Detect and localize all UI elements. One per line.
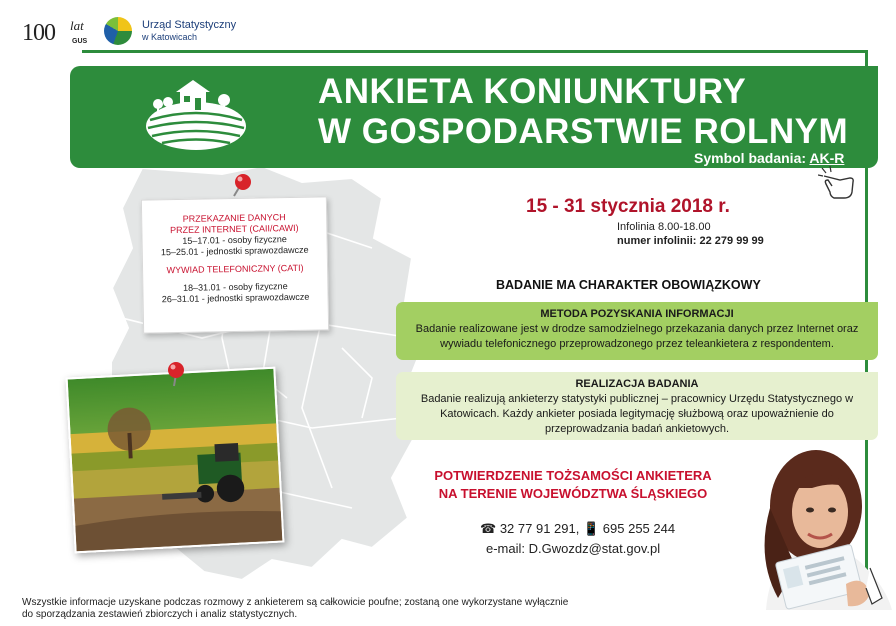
pushpin-icon (160, 360, 188, 390)
realization-box-text: Badanie realizują ankieterzy statystyki publicznej – pracownicy Urzędu Statystycznego w Katowicach. Każdy ankieter posiada legitymację służbową oraz upoważnienie do przeprowadzania badań ankietowych. (420, 393, 854, 435)
banner-title-line2: W GOSPODARSTWIE ROLNYM (318, 112, 849, 151)
identity-confirmation-line2: NA TERENIE WOJEWÓDZTWA ŚLĄSKIEGO (438, 486, 708, 501)
phone-line-1: 18–31.01 - osoby fizyczne (183, 281, 288, 293)
phone-line-2: 26–31.01 - jednostki sprawozdawcze (161, 291, 310, 305)
office-name (142, 19, 236, 43)
realization-box (396, 372, 878, 440)
centenary-logo (22, 14, 94, 48)
internet-heading-2: PRZEZ INTERNET (CAII/CAWI) (170, 222, 299, 236)
pushpin-icon (226, 172, 254, 202)
schedule-card (141, 196, 329, 333)
interviewer-photo (736, 448, 896, 610)
phone-number-landline[interactable]: 32 77 91 291, (499, 521, 580, 536)
office-emblem-icon (104, 17, 132, 45)
method-box-title: METODA POZYSKANIA INFORMACJI (540, 308, 734, 320)
contact-email (486, 541, 660, 556)
survey-symbol-label: Symbol badania: (694, 150, 807, 166)
centenary-script: lat (70, 18, 84, 33)
method-box (396, 302, 878, 360)
realization-box-title: REALIZACJA BADANIA (575, 378, 699, 390)
privacy-footer (22, 597, 568, 621)
centenary-gus: GUS (72, 38, 88, 45)
privacy-footer-line2: do sporządzania zestawień zbiorczych i analiz statystycznych. (22, 609, 298, 620)
survey-dates: 15 - 31 stycznia 2018 r. (526, 196, 730, 217)
email-link[interactable]: D.Gwozdz@stat.gov.pl (528, 541, 661, 556)
mobile-phone-icon: 📱 (582, 521, 600, 536)
logo (22, 14, 236, 48)
helpline-number: numer infolinii: 22 279 99 99 (617, 235, 764, 247)
office-name-line1: Urząd Statystyczny (142, 19, 237, 31)
method-box-text: Badanie realizowane jest w drodze samodzielnego przekazania danych przez Internet oraz wywiadu telefonicznego przeprowadzonego przez teleankietera z respondentem. (415, 323, 859, 350)
survey-symbol (694, 150, 870, 166)
contact-phones (480, 521, 675, 537)
frame-top-line (82, 50, 868, 53)
identity-confirmation-line1: POTWIERDZENIE TOŻSAMOŚCI ANKIETERA (434, 468, 712, 483)
tractor-photo (66, 367, 285, 554)
phone-number-mobile[interactable]: 695 255 244 (602, 521, 676, 536)
email-label: e-mail: (486, 541, 526, 556)
internet-heading-1: PRZEKAZANIE DANYCH (182, 212, 286, 224)
internet-line-2: 15–25.01 - jednostki sprawozdawcze (160, 244, 309, 258)
farm-icon (140, 76, 250, 156)
pointing-hand-icon (818, 166, 858, 202)
banner-title-line1: ANKIETA KONIUNKTURY (318, 72, 747, 111)
centenary-number: 100 (22, 20, 55, 46)
helpline-info (617, 220, 764, 248)
office-name-line2: w Katowicach (142, 32, 198, 42)
survey-symbol-link[interactable]: AK-R (809, 150, 845, 166)
internet-line-1: 15–17.01 - osoby fizyczne (182, 234, 287, 246)
privacy-footer-line1: Wszystkie informacje uzyskane podczas rozmowy z ankieterem są całkowicie poufne; zostaną one wykorzystane wyłącznie (22, 597, 569, 608)
identity-confirmation (430, 467, 716, 503)
mandatory-notice: BADANIE MA CHARAKTER OBOWIĄZKOWY (496, 278, 761, 292)
helpline-hours: Infolinia 8.00-18.00 (617, 221, 711, 233)
phone-icon: ☎ (480, 521, 497, 536)
banner-title (318, 72, 878, 152)
phone-heading: WYWIAD TELEFONICZNY (CATI) (166, 262, 304, 276)
